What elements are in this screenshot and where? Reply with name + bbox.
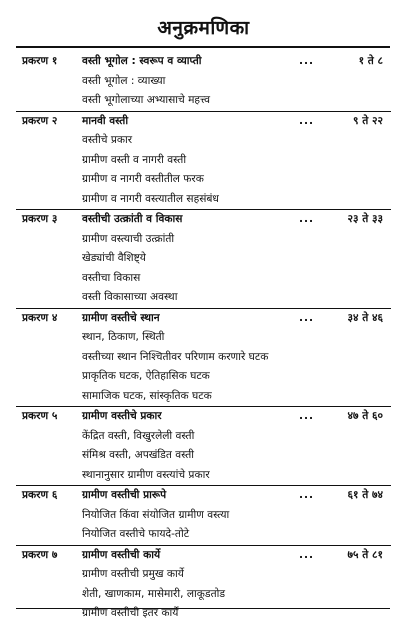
chapter-block: [16, 112, 391, 211]
leader-dots: ...: [299, 213, 315, 225]
chapter-label: प्रकरण १: [22, 55, 58, 67]
chapter-title: ग्रामीण वस्तीची प्रारूपे: [82, 489, 167, 501]
chapter-block: [16, 486, 391, 546]
topic-row: [16, 506, 391, 526]
chapter-heading-row: [16, 486, 391, 506]
topic-row: [16, 72, 391, 92]
topic-text: शेती, खाणकाम, मासेमारी, लाकूडतोड: [82, 587, 226, 600]
chapter-label: प्रकरण ७: [22, 548, 58, 561]
chapter-block: [16, 52, 391, 112]
page-title: अनुक्रमणिका: [157, 17, 250, 39]
page-range: १ ते ८: [358, 55, 383, 67]
topic-text: ग्रामीण व नागरी वस्त्यातील सहसंबंध: [82, 192, 219, 205]
chapter-title: ग्रामीण वस्तीचे प्रकार: [82, 410, 162, 422]
topic-row: [16, 269, 391, 289]
topic-text: खेड्यांची वैशिष्ट्ये: [82, 252, 146, 264]
leader-dots: ...: [299, 114, 315, 127]
chapter-block: [16, 309, 391, 408]
topic-text: वस्ती विकासाच्या अवस्था: [82, 291, 178, 303]
chapter-heading-row: [16, 52, 391, 72]
topic-text: ग्रामीण वस्ती व नागरी वस्ती: [82, 153, 187, 166]
topic-text: संमिश्र वस्ती, अपखंडित वस्ती: [82, 449, 195, 461]
topic-text: नियोजित वस्तीचे फायदे-तोटे: [82, 528, 190, 540]
topic-text: वस्ती भूगोलाच्या अभ्यासाचे महत्त्व: [82, 94, 211, 106]
topic-row: [16, 525, 391, 545]
topic-row: [16, 367, 391, 387]
topic-text: ग्रामीण वस्त्याची उत्क्रांती: [82, 232, 175, 245]
topic-text: स्थानानुसार ग्रामीण वस्त्यांचे प्रकार: [82, 468, 210, 481]
topic-text: वस्तीच्या स्थान निश्चितीवर परिणाम करणारे घटक: [82, 350, 269, 363]
topic-text: वस्तीचे प्रकार: [82, 134, 133, 146]
page-range: ६१ ते ७४: [347, 489, 383, 501]
topic-row: [16, 348, 391, 368]
topic-row: [16, 190, 391, 210]
page-range: ७५ ते ८१: [347, 548, 383, 561]
topic-row: [16, 585, 391, 605]
page-range: ४७ ते ६०: [347, 410, 383, 422]
topic-row: [16, 288, 391, 308]
chapter-title: मानवी वस्ती: [82, 114, 129, 127]
chapter-block: [16, 546, 391, 624]
chapter-heading-row: [16, 407, 391, 427]
chapter-heading-row: [16, 210, 391, 230]
topic-text: ग्रामीण व नागरी वस्तीतील फरक: [82, 173, 204, 185]
topic-text: वस्तीचा विकास: [82, 271, 141, 284]
chapter-label: प्रकरण ५: [22, 410, 58, 422]
topic-row: [16, 387, 391, 407]
topic-row: [16, 151, 391, 171]
leader-dots: ...: [299, 410, 315, 422]
topic-text: ग्रामीण वस्तीची प्रमुख कार्ये: [82, 568, 184, 580]
chapter-heading-row: [16, 309, 391, 329]
topic-text: स्थान, ठिकाण, स्थिती: [82, 331, 165, 343]
topic-row: [16, 131, 391, 151]
topic-row: [16, 466, 391, 486]
topic-text: वस्ती भूगोल : व्याख्या: [82, 74, 166, 87]
chapter-label: प्रकरण ४: [22, 311, 58, 324]
chapter-heading-row: [16, 546, 391, 566]
chapter-title: वस्ती भूगोल : स्वरूप व व्याप्ती: [82, 55, 202, 67]
topic-text: केंद्रित वस्ती, विखुरलेली वस्ती: [82, 429, 195, 442]
topic-text: प्राकृतिक घटक, ऐतिहासिक घटक: [82, 370, 210, 382]
chapter-label: प्रकरण ६: [22, 489, 58, 501]
topic-row: [16, 565, 391, 585]
chapter-title: ग्रामीण वस्तीची कार्ये: [82, 548, 161, 561]
page-range: ३४ ते ४६: [347, 311, 383, 324]
chapter-block: [16, 210, 391, 309]
leader-dots: ...: [299, 55, 315, 67]
contents-list: [0, 52, 407, 624]
chapter-label: प्रकरण २: [22, 114, 58, 127]
topic-text: नियोजित किंवा संयोजित ग्रामीण वस्त्या: [82, 508, 230, 521]
chapter-title: वस्तीची उत्क्रांती व विकास: [82, 213, 183, 225]
topic-text: सामाजिक घटक, सांस्कृतिक घटक: [82, 389, 212, 402]
page-range: ९ ते २२: [353, 114, 383, 127]
chapter-heading-row: [16, 112, 391, 132]
leader-dots: ...: [299, 311, 315, 324]
leader-dots: ...: [299, 548, 315, 561]
chapter-label: प्रकरण ३: [22, 213, 58, 225]
topic-row: [16, 230, 391, 250]
topic-row: [16, 604, 391, 624]
leader-dots: ...: [299, 489, 315, 501]
topic-row: [16, 328, 391, 348]
topic-row: [16, 170, 391, 190]
topic-text: ग्रामीण वस्तीची इतर कार्ये: [82, 607, 179, 619]
page-range: २३ ते ३३: [347, 213, 383, 225]
topic-row: [16, 91, 391, 111]
chapter-title: ग्रामीण वस्तीचे स्थान: [82, 311, 160, 324]
topic-row: [16, 427, 391, 447]
bottom-divider: [16, 608, 390, 609]
topic-row: [16, 249, 391, 269]
chapter-block: [16, 407, 391, 486]
topic-row: [16, 446, 391, 466]
title-divider: [16, 46, 390, 48]
